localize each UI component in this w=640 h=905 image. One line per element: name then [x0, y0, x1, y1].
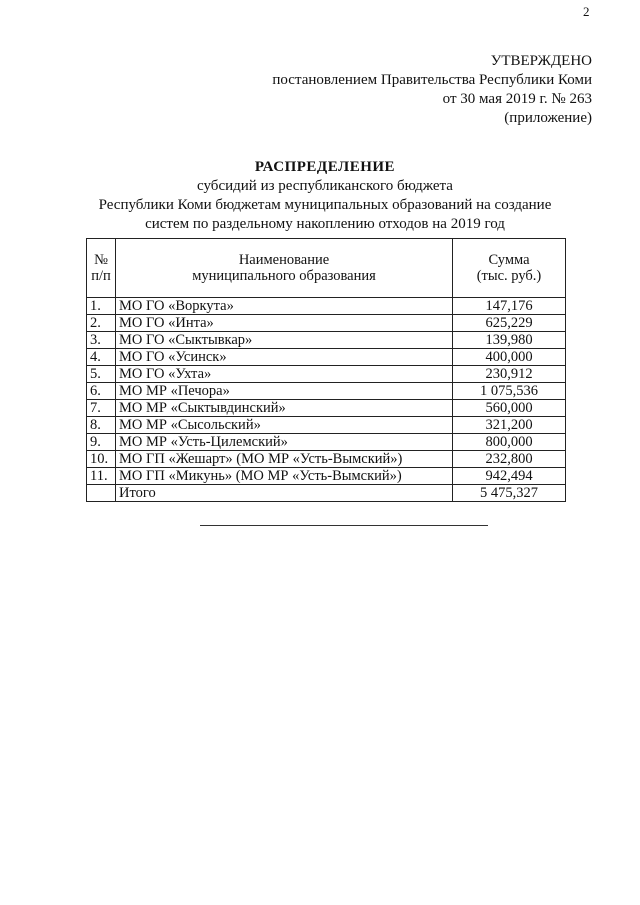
row-name: МО МР «Печора» [116, 383, 453, 400]
row-name: МО МР «Усть-Цилемский» [116, 434, 453, 451]
row-amount: 560,000 [453, 400, 566, 417]
document-title [80, 158, 570, 234]
header-number-line-2: п/п [91, 268, 111, 284]
title-line-2: Республики Коми бюджетам муниципальных образований на создание [98, 197, 552, 213]
row-amount: 321,200 [453, 417, 566, 434]
table-row [87, 417, 566, 434]
header-amount-line-2: (тыс. руб.) [476, 268, 542, 284]
total-label: Итого [116, 485, 453, 502]
header-number-line-1: № [94, 252, 108, 268]
row-number: 3. [87, 332, 116, 349]
row-number: 11. [87, 468, 116, 485]
header-amount-line-1: Сумма [488, 252, 530, 268]
title-line-3: систем по раздельному накоплению отходов на 2019 год [145, 216, 505, 232]
row-name: МО ГО «Сыктывкар» [116, 332, 453, 349]
row-name: МО ГО «Усинск» [116, 349, 453, 366]
header-number [87, 239, 116, 298]
table-row [87, 366, 566, 383]
table-row [87, 332, 566, 349]
total-number-cell [87, 485, 116, 502]
row-name: МО ГП «Микунь» (МО МР «Усть-Вымский») [116, 468, 453, 485]
row-name: МО МР «Сыктывдинский» [116, 400, 453, 417]
table-row [87, 400, 566, 417]
row-name: МО МР «Сысольский» [116, 417, 453, 434]
table-header-row [87, 239, 566, 298]
header-name-line-1: Наименование [238, 252, 330, 268]
approval-block [272, 52, 592, 128]
row-name: МО ГО «Инта» [116, 315, 453, 332]
row-amount: 139,980 [453, 332, 566, 349]
row-number: 5. [87, 366, 116, 383]
title-line-1: субсидий из республиканского бюджета [197, 178, 453, 194]
header-amount [453, 239, 566, 298]
table-row [87, 383, 566, 400]
row-name: МО ГП «Жешарт» (МО МР «Усть-Вымский») [116, 451, 453, 468]
row-amount: 1 075,536 [453, 383, 566, 400]
table-row [87, 434, 566, 451]
table-row [87, 315, 566, 332]
approval-appendix: (приложение) [504, 110, 592, 126]
row-name: МО ГО «Воркута» [116, 298, 453, 315]
row-amount: 942,494 [453, 468, 566, 485]
closing-rule [200, 525, 488, 526]
row-name: МО ГО «Ухта» [116, 366, 453, 383]
approval-decree: постановлением Правительства Республики Коми [272, 72, 592, 88]
row-amount: 800,000 [453, 434, 566, 451]
header-name-line-2: муниципального образования [192, 268, 376, 284]
row-number: 7. [87, 400, 116, 417]
table-row [87, 468, 566, 485]
table-row [87, 349, 566, 366]
row-number: 9. [87, 434, 116, 451]
table-total-row [87, 485, 566, 502]
row-number: 2. [87, 315, 116, 332]
approval-date: от 30 мая 2019 г. № 263 [442, 91, 592, 107]
total-amount: 5 475,327 [453, 485, 566, 502]
row-number: 6. [87, 383, 116, 400]
title-heading: РАСПРЕДЕЛЕНИЕ [254, 159, 396, 175]
table-row [87, 298, 566, 315]
table-row [87, 451, 566, 468]
row-amount: 625,229 [453, 315, 566, 332]
row-amount: 230,912 [453, 366, 566, 383]
row-number: 8. [87, 417, 116, 434]
row-amount: 147,176 [453, 298, 566, 315]
row-amount: 232,800 [453, 451, 566, 468]
page-number: 2 [583, 4, 590, 19]
approval-label: УТВЕРЖДЕНО [490, 53, 592, 69]
distribution-table [86, 238, 566, 502]
row-amount: 400,000 [453, 349, 566, 366]
row-number: 10. [87, 451, 116, 468]
row-number: 4. [87, 349, 116, 366]
row-number: 1. [87, 298, 116, 315]
header-name [116, 239, 453, 298]
